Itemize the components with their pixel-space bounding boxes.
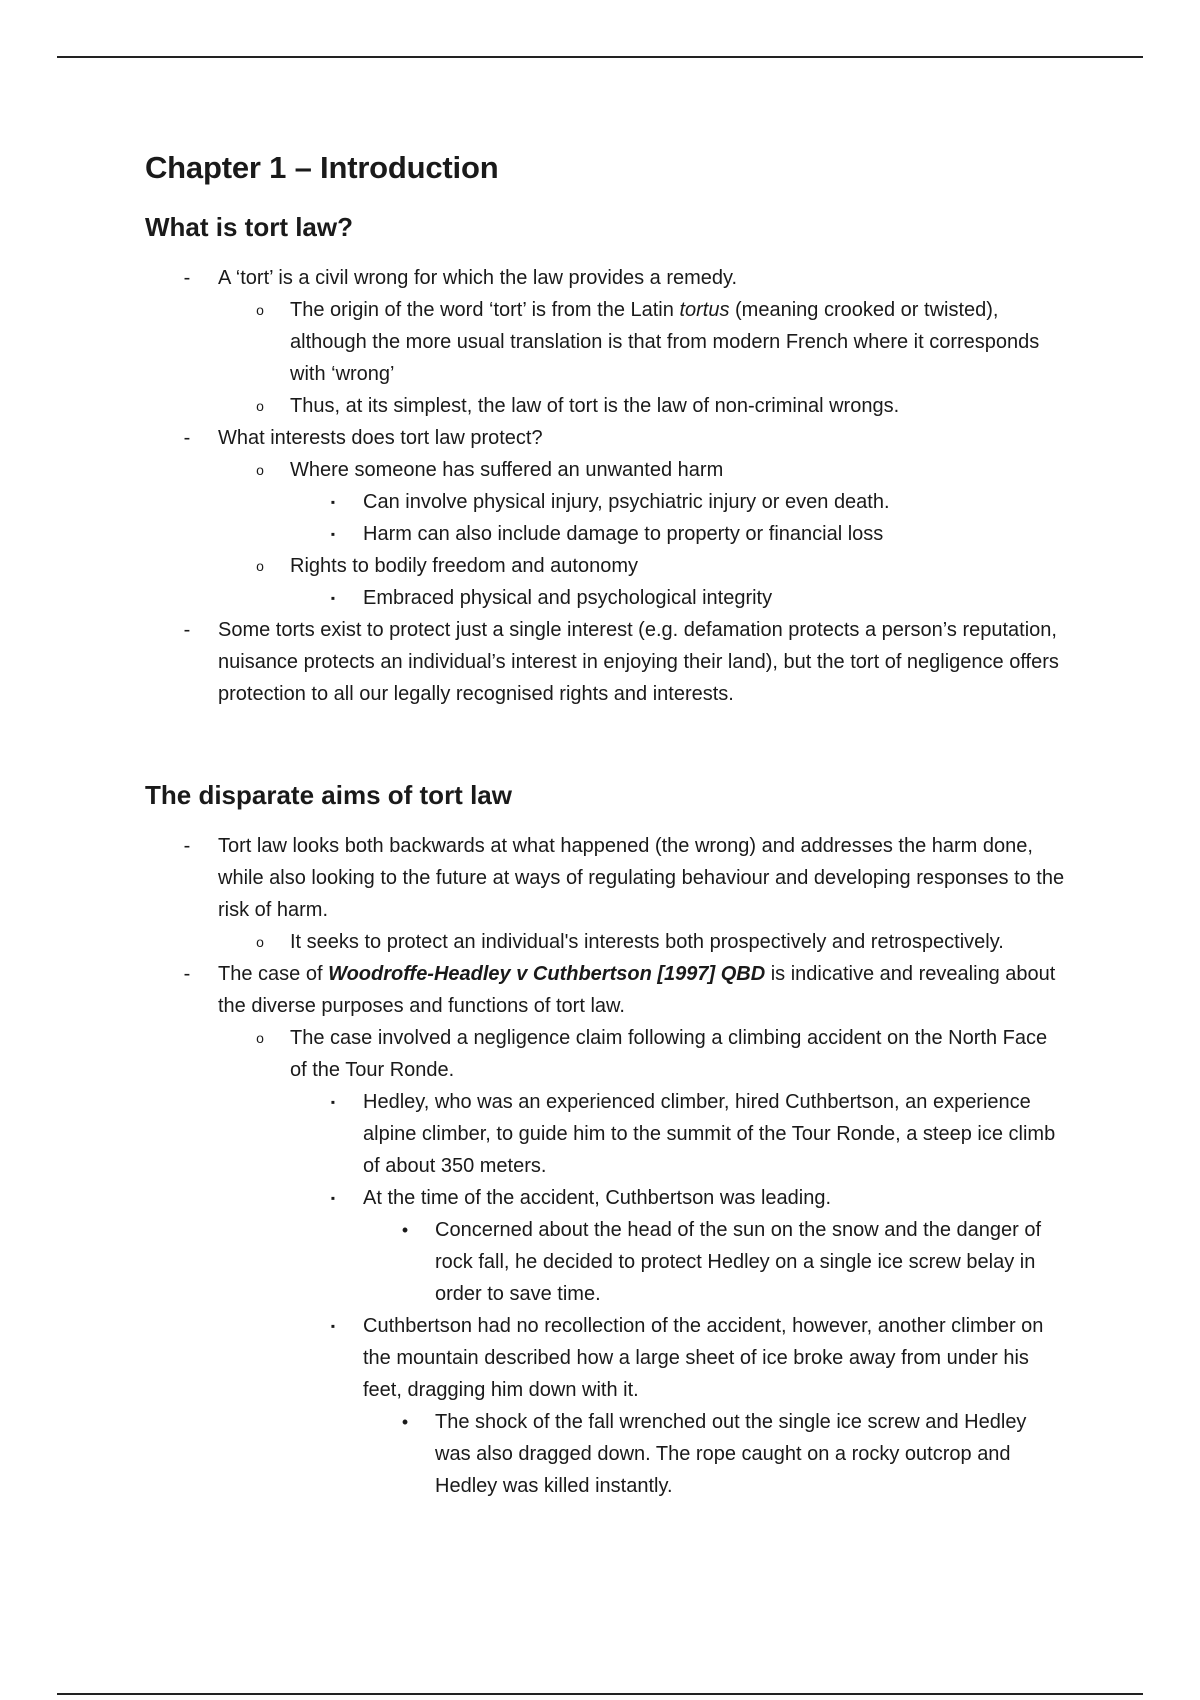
list-item: o Where someone has suffered an unwanted harm bbox=[145, 454, 1065, 486]
dash-bullet: - bbox=[183, 963, 191, 985]
list-item: - Tort law looks both backwards at what happened (the wrong) and addresses the harm done, while also looking to the future at ways of regulating behaviour and developing responses to the risk of harm. bbox=[145, 830, 1065, 926]
list-item: - Some torts exist to protect just a single interest (e.g. defamation protects a person’s reputation, nuisance protects an individual’s interest in enjoying their land), but the tort of negligence offers protection to all our legally recognised rights and interests. bbox=[145, 614, 1065, 710]
list-item: ▪ Harm can also include damage to property or financial loss bbox=[145, 518, 1065, 550]
list-item: ▪ Can involve physical injury, psychiatric injury or even death. bbox=[145, 486, 1065, 518]
dot-bullet: • bbox=[401, 1220, 409, 1240]
dash-bullet: - bbox=[183, 835, 191, 857]
list-item: o The origin of the word ‘tort’ is from the Latin tortus (meaning crooked or twisted), although the more usual translation is that from modern French where it corresponds with ‘wrong’ bbox=[145, 294, 1065, 390]
list-item: - The case of Woodroffe-Headley v Cuthbertson [1997] QBD is indicative and revealing about the diverse purposes and functions of tort law. bbox=[145, 958, 1065, 1022]
circle-bullet: o bbox=[256, 462, 264, 478]
latin-term: tortus bbox=[679, 299, 730, 321]
section-title-what-is-tort-law: What is tort law? bbox=[145, 212, 353, 242]
footer-rule bbox=[57, 1693, 1143, 1695]
chapter-title: Chapter 1 – Introduction bbox=[145, 150, 499, 185]
list-item: o It seeks to protect an individual's interests both prospectively and retrospectively. bbox=[145, 926, 1065, 958]
list-item: • The shock of the fall wrenched out the single ice screw and Hedley was also dragged down. The rope caught on a rocky outcrop and Hedley was killed instantly. bbox=[145, 1406, 1065, 1502]
circle-bullet: o bbox=[256, 934, 264, 950]
section-title-disparate-aims: The disparate aims of tort law bbox=[145, 780, 512, 810]
square-bullet: ▪ bbox=[330, 591, 336, 605]
section1-list bbox=[145, 262, 1065, 710]
list-item: ▪ Embraced physical and psychological integrity bbox=[145, 582, 1065, 614]
list-item: o The case involved a negligence claim following a climbing accident on the North Face of the Tour Ronde. bbox=[145, 1022, 1065, 1086]
square-bullet: ▪ bbox=[330, 1095, 336, 1109]
list-item: ▪ At the time of the accident, Cuthbertson was leading. bbox=[145, 1182, 1065, 1214]
list-item: o Rights to bodily freedom and autonomy bbox=[145, 550, 1065, 582]
list-item: • Concerned about the head of the sun on the snow and the danger of rock fall, he decided to protect Hedley on a single ice screw belay in order to save time. bbox=[145, 1214, 1065, 1310]
square-bullet: ▪ bbox=[330, 1191, 336, 1205]
circle-bullet: o bbox=[256, 558, 264, 574]
circle-bullet: o bbox=[256, 302, 264, 318]
dash-bullet: - bbox=[183, 427, 191, 449]
case-citation: Woodroffe-Headley v Cuthbertson [1997] QBD bbox=[328, 963, 766, 985]
section2-list bbox=[145, 830, 1065, 1502]
document-body bbox=[145, 148, 1065, 1502]
dash-bullet: - bbox=[183, 267, 191, 289]
list-item: - What interests does tort law protect? bbox=[145, 422, 1065, 454]
circle-bullet: o bbox=[256, 398, 264, 414]
list-item: ▪ Hedley, who was an experienced climber, hired Cuthbertson, an experience alpine climber, to guide him to the summit of the Tour Ronde, a steep ice climb of about 350 meters. bbox=[145, 1086, 1065, 1182]
dash-bullet: - bbox=[183, 619, 191, 641]
list-item: - A ‘tort’ is a civil wrong for which the law provides a remedy. bbox=[145, 262, 1065, 294]
square-bullet: ▪ bbox=[330, 527, 336, 541]
circle-bullet: o bbox=[256, 1030, 264, 1046]
square-bullet: ▪ bbox=[330, 495, 336, 509]
list-item: o Thus, at its simplest, the law of tort is the law of non-criminal wrongs. bbox=[145, 390, 1065, 422]
header-rule bbox=[57, 56, 1143, 58]
list-item: ▪ Cuthbertson had no recollection of the accident, however, another climber on the mountain described how a large sheet of ice broke away from under his feet, dragging him down with it. bbox=[145, 1310, 1065, 1406]
square-bullet: ▪ bbox=[330, 1319, 336, 1333]
dot-bullet: • bbox=[401, 1412, 409, 1432]
